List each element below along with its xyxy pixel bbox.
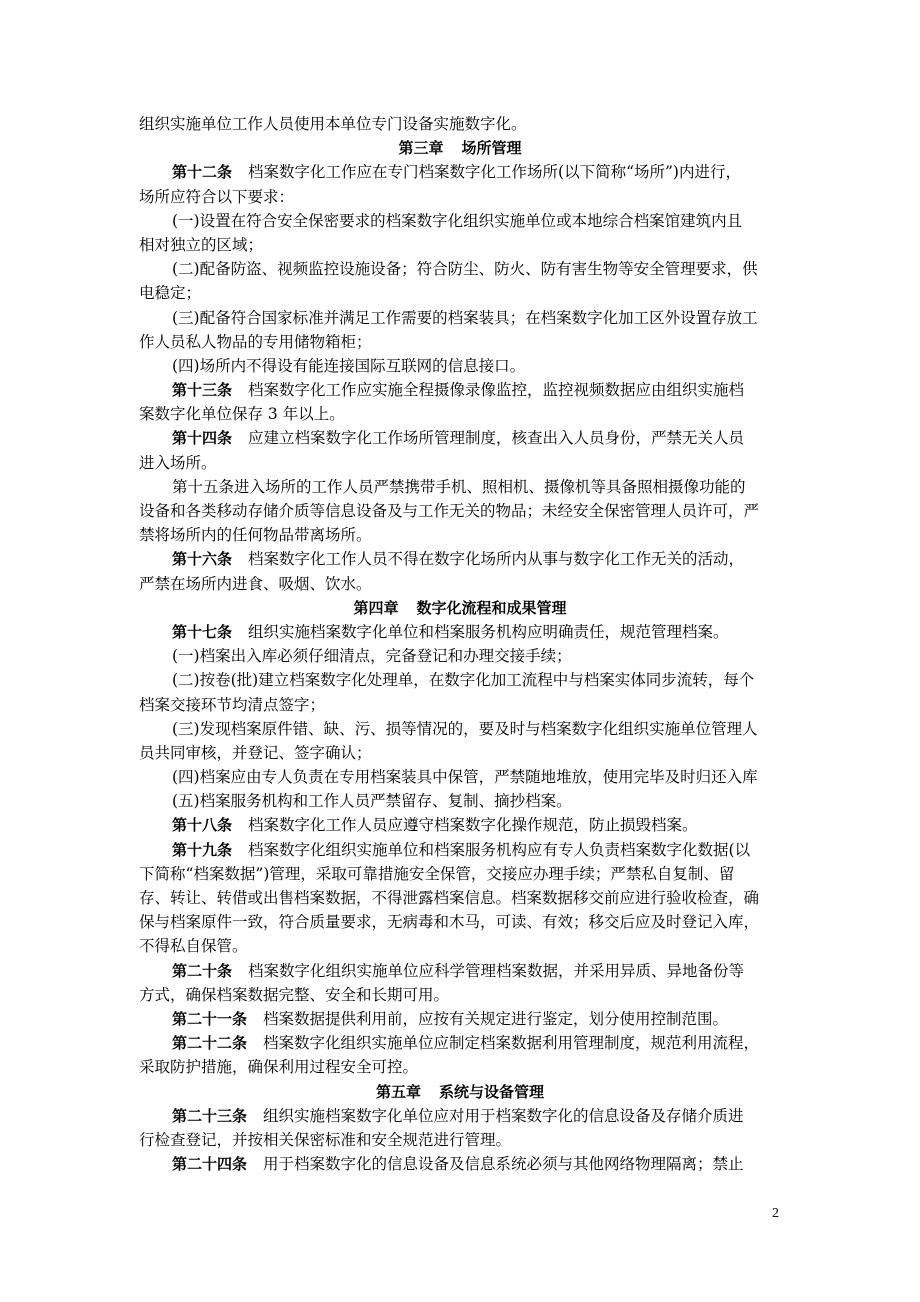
line-text: 档案数字化工作应在专门档案数字化工作场所(以下简称“场所”)内进行， [248,163,741,182]
text-line [139,1104,781,1128]
text-line [139,838,781,862]
line-text: 进入场所。 [139,453,217,472]
text-line [139,717,781,741]
article-number: 第二十二条 [172,1034,248,1053]
line-text: 严禁在场所内进食、吸烟、饮水。 [139,574,372,593]
line-text: (四)档案应由专人负责在专用档案装具中保管，严禁随地堆放，使用完毕及时归还入库 [172,768,758,787]
line-text: 用于档案数字化的信息设备及信息系统必须与其他网络物理隔离；禁止 [263,1155,744,1174]
text-line [139,789,781,813]
article-number: 第十六条 [172,550,233,569]
text-line [139,112,781,136]
text-line [139,1128,781,1152]
text-line [139,693,781,717]
article-number: 第二十四条 [172,1155,248,1174]
text-line [139,668,781,692]
text-line [139,934,781,958]
text-line [139,1055,781,1079]
text-line [139,257,781,281]
text-line [139,765,781,789]
document-body [139,112,781,1176]
line-text: 作人员私人物品的专用储物箱柜； [139,332,372,351]
chapter-title: 场所管理 [461,139,522,158]
line-text: 档案数字化组织实施单位应科学管理档案数据，并采用异质、异地备份等 [248,961,745,980]
text-line [139,572,781,596]
chapter-heading [139,1080,781,1104]
article-number: 第二十三条 [172,1106,248,1125]
line-text: 行检查登记，并按相关保密标准和安全规范进行管理。 [139,1130,512,1149]
text-line [139,1007,781,1031]
article-number: 第十七条 [172,622,233,641]
article-number: 第十二条 [172,163,233,182]
line-text: (二)按卷(批)建立档案数字化处理单，在数字化加工流程中与档案实体同步流转，每个 [172,671,755,690]
chapter-number: 第四章 [353,598,399,617]
line-text: 第十五条进入场所的工作人员严禁携带手机、照相机、摄像机等具备照相摄像功能的 [172,477,746,496]
text-line [139,378,781,402]
article-number: 第十九条 [172,840,233,859]
line-text: 档案数字化组织实施单位应制定档案数据利用管理制度，规范利用流程， [263,1034,760,1053]
text-line [139,281,781,305]
page-number: 2 [772,1206,779,1221]
chapter-number: 第五章 [375,1082,421,1101]
text-line [139,813,781,837]
text-line [139,475,781,499]
line-text: (三)发现档案原件错、缺、污、损等情况的，要及时与档案数字化组织实施单位管理人 [172,719,758,738]
line-text: 设备和各类移动存储介质等信息设备及与工作无关的物品；未经安全保密管理人员许可，严 [139,502,760,520]
text-line [139,499,781,523]
line-text: (一)档案出入库必须仔细清点，完备登记和办理交接手续； [172,647,572,666]
text-line [139,886,781,910]
article-number: 第十四条 [172,429,233,448]
text-line [139,523,781,547]
article-number: 第十八条 [172,816,233,835]
text-line [139,959,781,983]
chapter-heading [139,596,781,620]
line-text: 档案数据提供利用前，应按有关规定进行鉴定，划分使用控制范围。 [263,1009,729,1028]
line-text: 组织实施档案数字化单位和档案服务机构应明确责任，规范管理档案。 [248,622,729,641]
text-line [139,451,781,475]
line-text: (三)配备符合国家标准并满足工作需要的档案装具；在档案数字化加工区外设置存放工 [172,308,758,327]
text-line [139,185,781,209]
line-text: 场所应符合以下要求： [139,187,295,206]
line-text: 员共同审核，并登记、签字确认； [139,743,372,762]
line-text: 档案数字化工作人员不得在数字化场所内从事与数字化工作无关的活动， [248,550,745,569]
chapter-title: 系统与设备管理 [439,1082,545,1101]
line-text: 存、转让、转借或出售档案数据，不得泄露档案信息。档案数据移交前应进行验收检查，确 [139,889,760,907]
article-number: 第二十一条 [172,1009,248,1028]
article-number: 第十三条 [172,381,233,400]
line-text: 电稳定； [139,284,202,303]
text-line [139,209,781,233]
text-line [139,1031,781,1055]
line-text: (二)配备防盗、视频监控设施设备；符合防尘、防火、防有害生物等安全管理要求，供 [172,260,758,279]
article-number: 第二十条 [172,961,233,980]
text-line [139,354,781,378]
text-line [139,233,781,257]
line-text: (五)档案服务机构和工作人员严禁留存、复制、摘抄档案。 [172,792,572,811]
text-line [139,547,781,571]
chapter-title: 数字化流程和成果管理 [416,598,567,617]
text-line [139,620,781,644]
chapter-number: 第三章 [398,139,444,158]
line-text: (一)设置在符合安全保密要求的档案数字化组织实施单位或本地综合档案馆建筑内且 [172,211,743,230]
line-text: 组织实施档案数字化单位应对用于档案数字化的信息设备及存储介质进 [263,1106,744,1125]
text-line [139,862,781,886]
text-line [139,983,781,1007]
chapter-heading [139,136,781,160]
line-text: 档案数字化工作人员应遵守档案数字化操作规范，防止损毁档案。 [248,816,698,835]
text-line [139,644,781,668]
line-text: 案数字化单位保存 3 年以上。 [139,405,345,424]
line-text: 相对独立的区域； [139,235,264,254]
line-text: 采取防护措施，确保利用过程安全可控。 [139,1058,419,1077]
text-line [139,426,781,450]
line-text: 组织实施单位工作人员使用本单位专门设备实施数字化。 [139,115,527,133]
line-text: 档案数字化工作应实施全程摄像录像监控，监控视频数据应由组织实施档 [248,381,745,400]
line-text: 应建立档案数字化工作场所管理制度，核查出入人员身份，严禁无关人员 [248,429,745,448]
line-text: 禁将场所内的任何物品带离场所。 [139,526,372,545]
line-text: 不得私自保管。 [139,937,248,956]
line-text: 档案数字化组织实施单位和档案服务机构应有专人负责档案数字化数据(以 [248,840,751,859]
text-line [139,741,781,765]
text-line [139,330,781,354]
text-line [139,402,781,426]
text-line [139,160,781,184]
line-text: 下简称“档案数据”)管理，采取可靠措施安全保管，交接应办理手续；严禁私自复制、留 [139,864,735,883]
text-line [139,306,781,330]
line-text: 保与档案原件一致，符合质量要求，无病毒和木马，可读、有效；移交后应及时登记入库， [139,913,760,932]
line-text: 档案交接环节均清点签字； [139,695,326,714]
text-line [139,1152,781,1176]
line-text: 方式，确保档案数据完整、安全和长期可用。 [139,985,450,1004]
text-line [139,910,781,934]
line-text: (四)场所内不得设有能连接国际互联网的信息接口。 [172,356,526,375]
